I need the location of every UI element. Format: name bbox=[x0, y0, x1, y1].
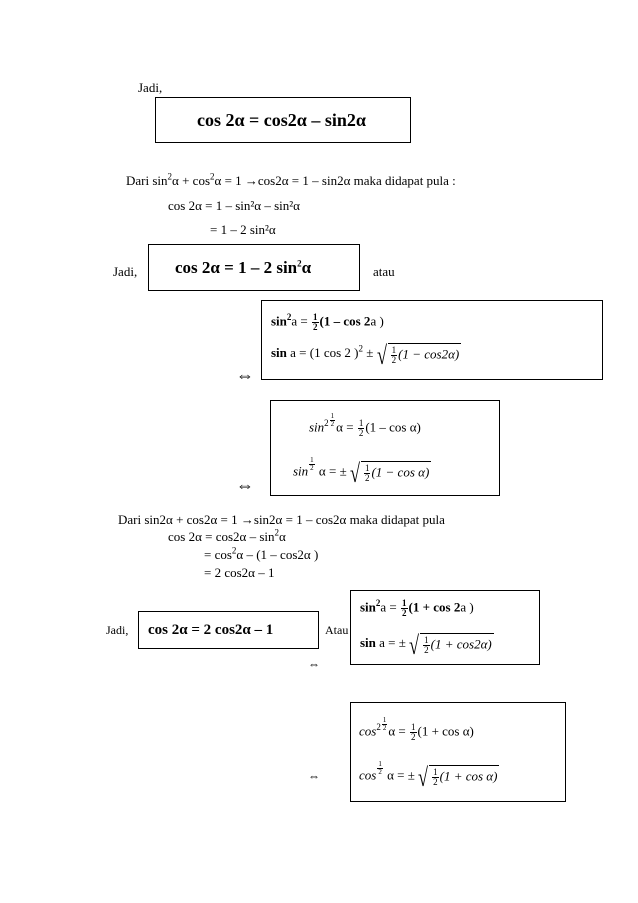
jadi-label-3: Jadi, bbox=[106, 623, 129, 637]
formula-text: α bbox=[301, 258, 312, 277]
text: α bbox=[279, 529, 286, 544]
step-3-3: = 2 cos2α – 1 bbox=[204, 565, 275, 580]
intro-text: Dari sin bbox=[126, 173, 168, 188]
intro-line-2 bbox=[126, 173, 456, 189]
num: 1 bbox=[364, 463, 370, 474]
text: a = ± bbox=[375, 634, 406, 650]
fraction bbox=[382, 717, 388, 732]
text: a = (1 cos 2 ) bbox=[286, 344, 359, 360]
sup: 2 bbox=[274, 527, 280, 538]
fraction bbox=[358, 419, 365, 438]
fraction bbox=[309, 457, 315, 472]
cos-half-alpha-box bbox=[350, 702, 566, 802]
sin-sq-line bbox=[271, 313, 384, 332]
sup: 2 bbox=[324, 418, 329, 428]
fraction bbox=[423, 636, 430, 655]
sup: 2 bbox=[167, 171, 173, 182]
text: ± bbox=[363, 344, 374, 360]
num: 1 bbox=[378, 760, 382, 768]
text: (1 + cos2α) bbox=[430, 636, 492, 652]
num: 1 bbox=[411, 721, 416, 732]
intro-line-3: Dari sin2α + cos2α = 1 →sin2α = 1 – cos2α maka didapat pula bbox=[118, 512, 445, 527]
sup: 2 bbox=[376, 722, 381, 732]
formula-cos2a-2 bbox=[175, 258, 311, 278]
sin-sq-plus-line bbox=[360, 599, 474, 618]
text: a = bbox=[380, 599, 401, 615]
formula-box-2 bbox=[148, 244, 360, 291]
formula-text: cos 2α = 1 – 2 sin bbox=[175, 258, 298, 277]
fraction bbox=[432, 768, 439, 787]
fraction bbox=[364, 464, 371, 483]
den: 2 bbox=[310, 464, 314, 472]
text: (1 − cos2α) bbox=[398, 346, 460, 362]
intro-text: α = 1 – sin2 bbox=[281, 173, 344, 188]
text: cos 2α = cos2α – sin bbox=[168, 529, 275, 544]
sup: 2 bbox=[297, 258, 302, 269]
sin-half-line bbox=[293, 456, 431, 489]
text: α = ± bbox=[315, 463, 347, 479]
text: (1 – cos 2 bbox=[319, 313, 371, 329]
equiv-icon: ⇔ bbox=[308, 657, 320, 671]
num: 1 bbox=[313, 312, 318, 322]
sin-half-angle-box bbox=[261, 300, 603, 380]
num: 1 bbox=[382, 716, 387, 724]
text: a = bbox=[291, 313, 312, 329]
text: α = bbox=[388, 723, 409, 739]
text: cos bbox=[359, 767, 377, 783]
sup: 2 bbox=[375, 598, 381, 609]
jadi-label-2: Jadi, bbox=[113, 264, 138, 279]
sin-half-sq-line bbox=[309, 413, 421, 438]
num: 1 bbox=[424, 635, 429, 645]
fraction bbox=[410, 723, 417, 742]
sqrt: √ $\frac{1}{2}$ (1 + cos2α) bbox=[409, 631, 492, 660]
step-1: cos 2α = 1 – sin²α – sin²α bbox=[168, 198, 300, 213]
den: 2 bbox=[433, 777, 438, 788]
intro-text: α maka didapat pula : bbox=[343, 173, 456, 188]
text: sin bbox=[360, 599, 376, 615]
den: 2 bbox=[364, 473, 370, 484]
text: sin bbox=[271, 313, 287, 329]
formula-cos2a-1: cos 2α = cos2α – sin2α bbox=[197, 110, 366, 130]
atau-label-2: Atau bbox=[325, 623, 349, 637]
fraction bbox=[401, 599, 408, 618]
sup: 2 bbox=[210, 171, 215, 182]
den: 2 bbox=[411, 731, 416, 742]
num: 1 bbox=[391, 345, 397, 355]
num: 1 bbox=[358, 417, 364, 428]
cos-half-line bbox=[359, 760, 499, 793]
sup: 2 bbox=[358, 343, 363, 354]
equiv-icon: ⇔ bbox=[308, 769, 320, 783]
den: 2 bbox=[358, 427, 364, 438]
text: (1 − cos α) bbox=[371, 464, 430, 480]
text: sin bbox=[293, 463, 309, 479]
num: 1 bbox=[330, 412, 335, 420]
text: sin bbox=[360, 634, 376, 650]
den: 2 bbox=[391, 355, 397, 365]
den: 2 bbox=[330, 420, 335, 428]
jadi-label-1: Jadi, bbox=[138, 80, 163, 95]
den: 2 bbox=[378, 768, 382, 776]
cos-half-sq-line bbox=[359, 717, 474, 742]
step-3-1 bbox=[168, 529, 286, 545]
text: α = ± bbox=[383, 767, 415, 783]
formula-box-3 bbox=[138, 611, 319, 649]
text: a ) bbox=[460, 599, 474, 615]
text: = cos bbox=[204, 547, 232, 562]
formula-cos2a-3: cos 2α = 2 cos2α – 1 bbox=[148, 622, 274, 638]
sin-plus-line bbox=[360, 631, 494, 660]
sup: 2 bbox=[231, 545, 237, 556]
text: a ) bbox=[370, 313, 384, 329]
den: 2 bbox=[313, 322, 318, 332]
fraction bbox=[391, 346, 398, 365]
den: 2 bbox=[382, 724, 387, 732]
text: α = bbox=[336, 419, 357, 435]
equiv-icon: ⇔ bbox=[236, 475, 254, 495]
sin-plus-box bbox=[350, 590, 540, 665]
num: 1 bbox=[433, 767, 438, 778]
text: (1 + cos α) bbox=[439, 768, 498, 784]
num: 1 bbox=[402, 598, 407, 608]
text: α – (1 – cos2α ) bbox=[236, 547, 319, 562]
text: (1 – cos α) bbox=[365, 419, 421, 435]
equiv-icon: ⇔ bbox=[236, 365, 254, 385]
intro-text: α = 1 →cos2 bbox=[214, 173, 282, 188]
text: sin bbox=[309, 419, 325, 435]
den: 2 bbox=[424, 645, 429, 655]
text: (1 + cos 2 bbox=[408, 599, 461, 615]
step-2: = 1 – 2 sin²α bbox=[210, 222, 276, 237]
fraction bbox=[330, 413, 336, 428]
fraction bbox=[312, 313, 319, 332]
step-3-2 bbox=[204, 547, 318, 563]
text: cos bbox=[359, 723, 377, 739]
sin-half-alpha-box bbox=[270, 400, 500, 496]
sqrt: √ $\frac{1}{2}$ (1 − cos α) bbox=[349, 459, 430, 489]
sin-line bbox=[271, 341, 461, 370]
num: 1 bbox=[310, 456, 314, 464]
sup: 2 bbox=[286, 312, 292, 323]
intro-text: α + cos bbox=[172, 173, 211, 188]
atau-label-1: atau bbox=[373, 264, 395, 279]
text: sin bbox=[271, 344, 287, 360]
fraction bbox=[377, 761, 383, 776]
sqrt: √ $\frac{1}{2}$ (1 − cos2α) bbox=[376, 341, 460, 370]
den: 2 bbox=[402, 608, 407, 618]
sqrt: √ $\frac{1}{2}$ (1 + cos α) bbox=[418, 763, 498, 793]
formula-box-1 bbox=[155, 97, 411, 143]
text: (1 + cos α) bbox=[417, 723, 474, 739]
